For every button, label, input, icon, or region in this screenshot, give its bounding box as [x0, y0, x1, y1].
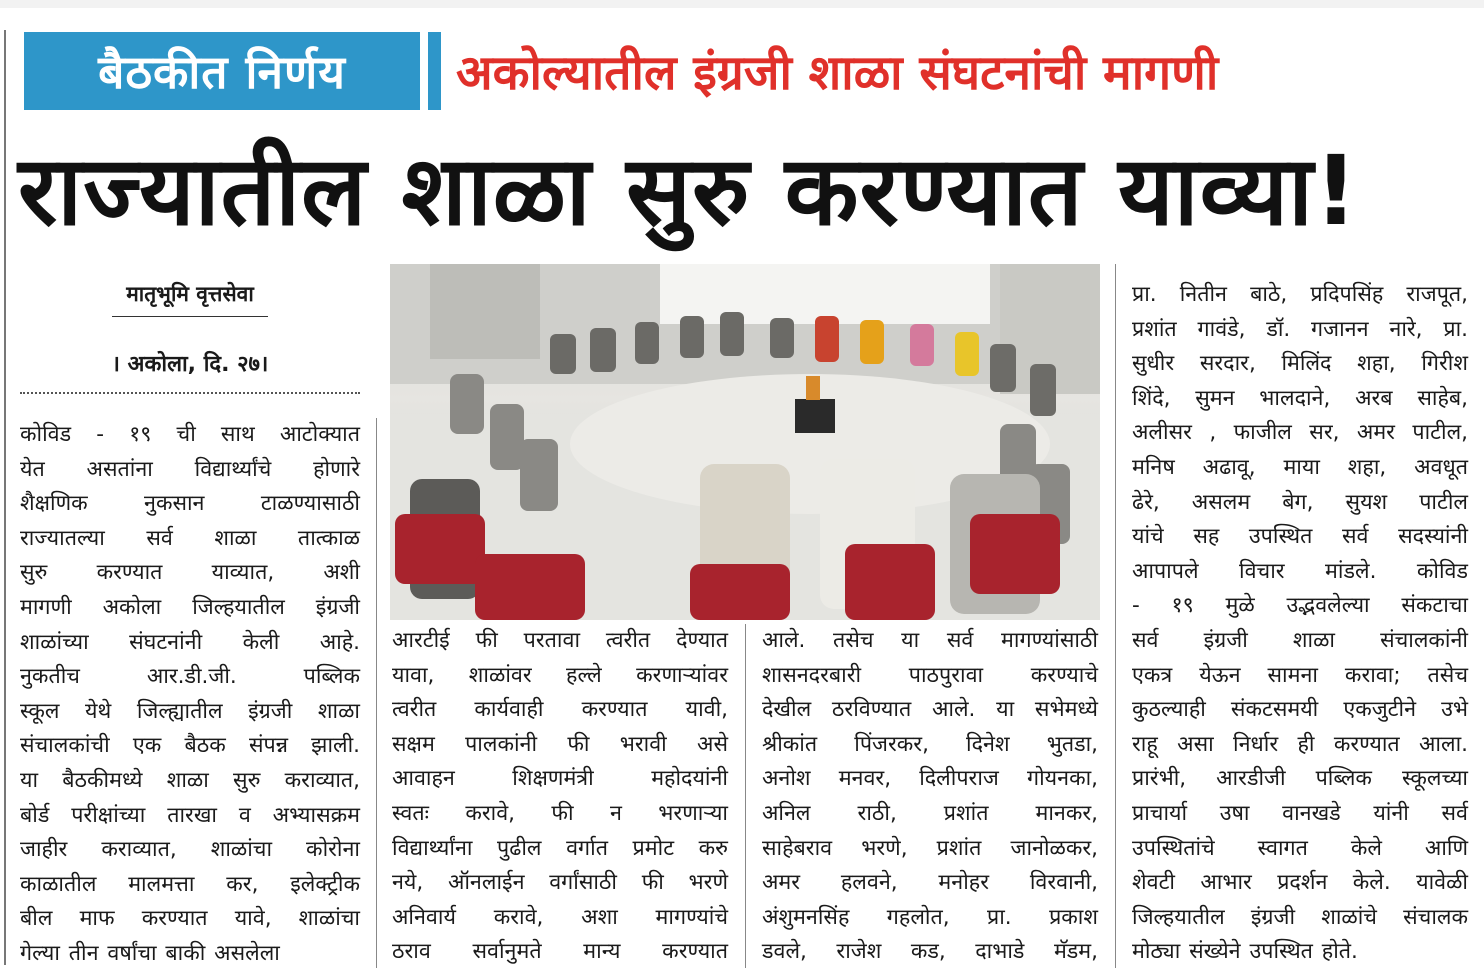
article-line: - १९ मुळे उद्भवलेल्या संकटाचा — [1132, 593, 1468, 619]
column-rule-3 — [1115, 264, 1116, 968]
article-line: राहू असा निर्धार ही करण्यात आला. — [1132, 731, 1468, 757]
article-line: सर्व इंग्रजी शाळा संचालकांनी — [1132, 627, 1468, 653]
article-line: प्रा. नितीन बाठे, प्रदिपसिंह राजपूत, — [1132, 282, 1468, 307]
article-line: यावा, शाळांवर हल्ले करणाऱ्यांवर — [392, 662, 728, 688]
article-line: डवले, राजेश कड, दाभाडे मॅडम, — [762, 939, 1098, 965]
meeting-photo — [390, 264, 1100, 620]
article-line: मागणी अकोला जिल्हयातील इंग्रजी — [20, 594, 360, 620]
article-line: जिल्हयातील इंग्रजी शाळांचे संचालक — [1132, 904, 1468, 930]
article-line: संचालकांची एक बैठक संपन्न झाली. — [20, 733, 360, 759]
article-line: सुधीर सरदार, मिलिंद शहा, गिरीश — [1132, 351, 1468, 377]
article-line: बील माफ करण्यात यावे, शाळांचा — [20, 906, 360, 932]
top-band — [0, 0, 1484, 8]
article-line: अनोश मनवर, दिलीपराज गोयनका, — [762, 766, 1098, 792]
article-line: उपस्थितांचे स्वागत केले आणि — [1132, 835, 1468, 861]
article-line: श्रीकांत पिंजरकर, दिनेश भुतडा, — [762, 731, 1098, 757]
article-line: त्वरीत कार्यवाही करण्यात यावी, — [392, 697, 728, 723]
article-line: कोविड - १९ ची साथ आटोक्यात — [20, 422, 360, 447]
article-line: अमर हलवने, मनोहर विरवानी, — [762, 870, 1098, 896]
article-column-4 — [1132, 278, 1468, 970]
dotted-rule — [20, 392, 360, 394]
article-line: गेल्या तीन वर्षांचा बाकी असलेला — [20, 940, 280, 966]
article-line: स्वतः करावे, फी न भरणाऱ्या — [392, 800, 728, 826]
article-line: आरटीई फी परतावा त्वरीत देण्यात — [392, 628, 728, 653]
article-line: मोठ्या संख्येने उपस्थित होते. — [1132, 939, 1358, 965]
kicker-box — [24, 32, 420, 110]
column-rule-2 — [745, 624, 746, 968]
article-line: ठराव सर्वानुमते मान्य करण्यात — [392, 939, 728, 965]
article-line: साहेबराव भरणे, प्रशांत जानोळकर, — [762, 835, 1098, 861]
article-line: या बैठकीमध्ये शाळा सुरु कराव्यात, — [20, 767, 360, 793]
article-line: शेवटी आभार प्रदर्शन केले. यावेळी — [1132, 870, 1468, 896]
column-rule-1 — [376, 418, 377, 968]
photo-icon — [390, 264, 1100, 620]
article-line: ढेरे, असलम बेग, सुयश पाटील — [1132, 489, 1468, 515]
article-line: आले. तसेच या सर्व मागण्यांसाठी — [762, 628, 1098, 653]
kicker-text: बैठकीत निर्णय — [98, 45, 346, 99]
headline: राज्यातील शाळा सुरु करण्यात याव्या! — [18, 134, 1359, 247]
article-line: मनिष अढावू, माया शहा, अवधूत — [1132, 454, 1468, 480]
dateline: । अकोला, दि. २७। — [111, 352, 269, 377]
article-line: राज्यातल्या सर्व शाळा तात्काळ — [20, 525, 360, 551]
article-column-1 — [20, 418, 360, 972]
article-line: काळातील मालमत्ता कर, इलेक्ट्रीक — [20, 871, 360, 897]
article-column-2 — [392, 624, 728, 970]
article-line: प्राचार्या उषा वानखडे यांनी सर्व — [1132, 800, 1468, 826]
article-line: सुरु करण्यात याव्यात, अशी — [20, 560, 360, 586]
article-line: अनिवार्य करावे, अशा मागण्यांचे — [392, 904, 728, 930]
article-line: नये, ऑनलाईन वर्गांसाठी फी भरणे — [392, 870, 728, 896]
article-line: शासनदरबारी पाठपुरावा करण्याचे — [762, 662, 1098, 688]
sub-headline: अकोल्यातील इंग्रजी शाळा संघटनांची मागणी — [456, 44, 1219, 101]
article-line: प्रारंभी, आरडीजी पब्लिक स्कूलच्या — [1132, 766, 1468, 792]
article-line: कुठल्याही संकटसमयी एकजुटीने उभे — [1132, 697, 1468, 723]
article-line: येत असतांना विद्यार्थ्यांचे होणारे — [20, 456, 360, 482]
kicker-separator — [428, 32, 441, 110]
article-line: अनिल राठी, प्रशांत मानकर, — [762, 800, 1098, 826]
article-line: यांचे सह उपस्थित सर्व सदस्यांनी — [1132, 524, 1468, 550]
article-line: शाळांच्या संघटनांनी केली आहे. — [20, 629, 360, 655]
article-line: शिंदे, सुमन भालदाने, अरब साहेब, — [1132, 385, 1468, 411]
byline: मातृभूमि वृत्तसेवा — [112, 280, 268, 317]
article-line: आपापले विचार मांडले. कोविड — [1132, 558, 1468, 584]
article-line: बोर्ड परीक्षांच्या तारखा व अभ्यासक्रम — [20, 802, 360, 828]
article-line: आवाहन शिक्षणमंत्री महोदयांनी — [392, 766, 728, 792]
left-column-rule — [4, 30, 6, 965]
article-line: एकत्र येऊन सामना करावा; तसेच — [1132, 662, 1468, 688]
article-line: विद्यार्थ्यांना पुढील वर्गात प्रमोट करु — [392, 835, 728, 861]
article-line: स्कूल येथे जिल्ह्यातील इंग्रजी शाळा — [20, 698, 360, 724]
article-line: नुकतीच आर.डी.जी. पब्लिक — [20, 664, 360, 690]
article-line: शैक्षणिक नुकसान टाळण्यासाठी — [20, 491, 360, 517]
article-line: देखील ठरविण्यात आले. या सभेमध्ये — [762, 697, 1098, 723]
article-line: अलीसर , फाजील सर, अमर पाटील, — [1132, 420, 1468, 446]
article-line: सक्षम पालकांनी फी भरावी असे — [392, 731, 728, 757]
article-column-3 — [762, 624, 1098, 970]
article-line: प्रशांत गावंडे, डॉ. गजानन नारे, प्रा. — [1132, 316, 1468, 342]
article-line: अंशुमनसिंह गहलोत, प्रा. प्रकाश — [762, 904, 1098, 930]
article-line: जाहीर कराव्यात, शाळांचा कोरोना — [20, 837, 360, 863]
